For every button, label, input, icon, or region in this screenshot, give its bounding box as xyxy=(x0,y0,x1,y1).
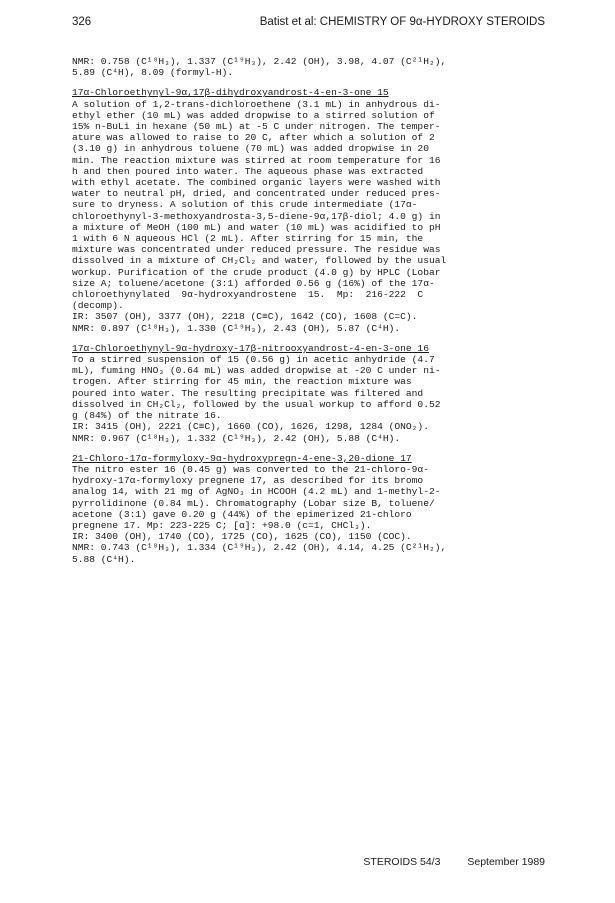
text-line: 5.88 (C⁴H). xyxy=(72,553,136,565)
text-line: pregnene 17. Mp: 223-225 C; [α]: +98.0 (c=1, CHCl₃). xyxy=(72,519,372,531)
text-line: (decomp). xyxy=(72,300,124,312)
text-line: trogen. After stirring for 45 min, the reaction mixture was xyxy=(72,376,412,388)
text-line: dissolved in CH₂Cl₂, followed by the usual workup to afford 0.52 xyxy=(72,398,441,410)
text-line: a mixture of MeOH (100 mL) and water (10 mL) was acidified to pH xyxy=(72,221,441,233)
issue-date: September 1989 xyxy=(467,856,545,868)
page-header xyxy=(72,16,545,32)
paragraph xyxy=(72,343,552,444)
text-line: dissolved in a mixture of CH₂Cl₂ and water, followed by the usual xyxy=(72,255,447,267)
text-line: ethyl ether (10 mL) was added dropwise to a stirred solution of xyxy=(72,109,435,121)
paragraph xyxy=(72,453,552,565)
paragraph xyxy=(72,87,552,333)
text-line: NMR: 0.897 (C¹⁸H₃), 1.330 (C¹⁹H₃), 2.43 (OH), 5.87 (C⁴H). xyxy=(72,322,401,334)
page-number: 326 xyxy=(72,16,92,28)
text-line: To a stirred suspension of 15 (0.56 g) in acetic anhydride (4.7 xyxy=(72,354,435,366)
text-line: pyrrolidinone (0.84 mL). Chromatography (Lobar size B, toluene/ xyxy=(72,497,435,509)
text-line: 1 with 6 N aqueous HCl (2 mL). After stirring for 15 min, the xyxy=(72,233,424,245)
text-line: NMR: 0.743 (C¹⁸H₃), 1.334 (C¹⁹H₃), 2.42 (OH), 4.14, 4.25 (C²¹H₂), xyxy=(72,542,447,554)
compound-heading: 17α-Chloroethynyl-9α-hydroxy-17β-nitrooxyandrost-4-en-3-one 16 xyxy=(72,342,429,354)
text-line: with ethyl acetate. The combined organic layers were washed with xyxy=(72,177,441,189)
text-line: hydroxy-17α-formyloxy pregnene 17, as described for its bromo xyxy=(72,475,424,487)
text-line: 5.89 (C⁴H), 8.09 (formyl-H). xyxy=(72,67,234,79)
running-title: Batist et al: CHEMISTRY OF 9α-HYDROXY STEROIDS xyxy=(259,16,545,28)
text-line: analog 14, with 21 mg of AgNO₃ in HCOOH (4.2 mL) and 1-methyl-2- xyxy=(72,486,441,498)
text-line: chloroethynylated 9α-hydroxyandrostene 15. Mp: 216-222 C xyxy=(72,289,424,301)
text-line: ature was allowed to raise to 20 C, after which a solution of 2 xyxy=(72,132,435,144)
text-line: h and then poured into water. The aqueous phase was extracted xyxy=(72,165,424,177)
text-line: The nitro ester 16 (0.45 g) was converted to the 21-chloro-9α- xyxy=(72,463,429,475)
text-line: NMR: 0.967 (C¹⁸H₃), 1.332 (C¹⁹H₃), 2.42 (OH), 5.88 (C⁴H). xyxy=(72,432,401,444)
page-footer xyxy=(0,856,545,872)
text-line: acetone (3:1) gave 0.20 g (44%) of the epimerized 21-chloro xyxy=(72,508,412,520)
text-line: IR: 3415 (OH), 2221 (C≡C), 1660 (CO), 1626, 1298, 1284 (ONO₂). xyxy=(72,421,429,433)
text-line: chloroethynyl-3-methoxyandrosta-3,5-diene-9α,17β-diol; 4.0 g) in xyxy=(72,210,441,222)
text-line: (3.10 g) in anhydrous toluene (70 mL) was added dropwise in 20 xyxy=(72,143,429,155)
compound-heading: 17α-Chloroethynyl-9α,17β-dihydroxyandrost-4-en-3-one 15 xyxy=(72,87,389,99)
paragraph xyxy=(72,56,552,78)
text-line: min. The reaction mixture was stirred at room temperature for 16 xyxy=(72,154,441,166)
body-text xyxy=(72,56,552,574)
text-line: A solution of 1,2-trans-dichloroethene (3.1 mL) in anhydrous di- xyxy=(72,98,441,110)
text-line: 15% n-BuLi in hexane (50 mL) at -5 C under nitrogen. The temper- xyxy=(72,121,441,133)
text-line: sure to dryness. A solution of this crude intermediate (17α- xyxy=(72,199,418,211)
text-line: IR: 3507 (OH), 3377 (OH), 2218 (C≡C), 1642 (CO), 1608 (C=C). xyxy=(72,311,418,323)
text-line: IR: 3400 (OH), 1740 (CO), 1725 (CO), 1625 (CO), 1150 (COC). xyxy=(72,531,412,543)
text-line: size A; toluene/acetone (3:1) afforded 0.56 g (16%) of the 17α- xyxy=(72,277,435,289)
text-line: g (84%) of the nitrate 16. xyxy=(72,410,222,422)
text-line: water to neutral pH, dried, and concentrated under reduced pres- xyxy=(72,188,441,200)
text-line: mL), fuming HNO₃ (0.64 mL) was added dropwise at -20 C under ni- xyxy=(72,365,441,377)
text-line: NMR: 0.758 (C¹⁸H₃), 1.337 (C¹⁹H₃), 2.42 (OH), 3.98, 4.07 (C²¹H₂), xyxy=(72,56,447,67)
journal-name: STEROIDS 54/3 xyxy=(363,856,441,868)
text-line: workup. Purification of the crude product (4.0 g) by HPLC (Lobar xyxy=(72,266,441,278)
text-line: poured into water. The resulting precipitate was filtered and xyxy=(72,387,424,399)
compound-heading: 21-Chloro-17α-formyloxy-9α-hydroxypregn-4-ene-3,20-dione 17 xyxy=(72,452,412,464)
text-line: mixture was concentrated under reduced pressure. The residue was xyxy=(72,244,441,256)
